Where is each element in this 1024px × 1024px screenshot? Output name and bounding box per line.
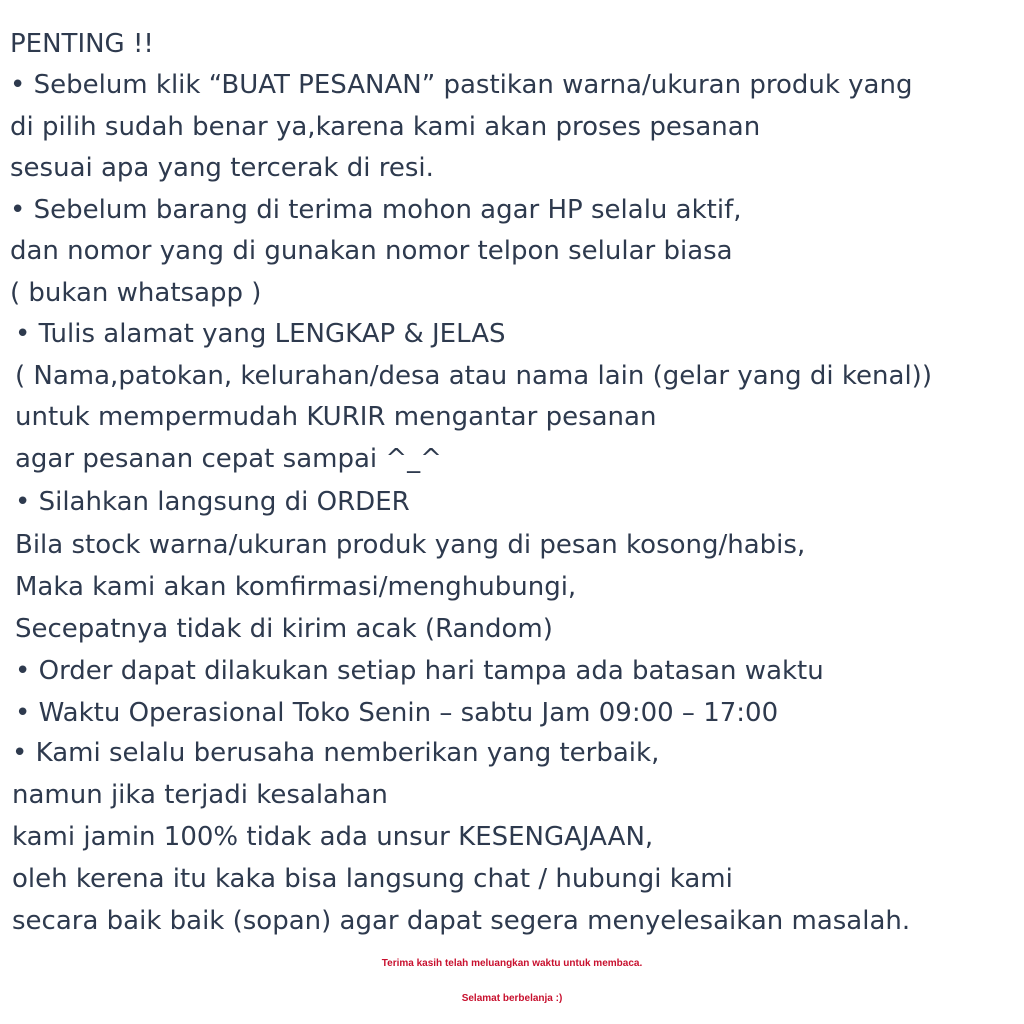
notice-line: • Sebelum klik “BUAT PESANAN” pastikan warna/ukuran produk yang — [10, 70, 913, 100]
notice-line: namun jika terjadi kesalahan — [12, 780, 388, 810]
notice-line: ( Nama,patokan, kelurahan/desa atau nama lain (gelar yang di kenal)) — [15, 361, 932, 391]
notice-line: • Silahkan langsung di ORDER — [15, 487, 410, 517]
notice-line: oleh kerena itu kaka bisa langsung chat / hubungi kami — [12, 864, 733, 894]
notice-line: • Tulis alamat yang LENGKAP & JELAS — [15, 319, 506, 349]
notice-line: • Order dapat dilakukan setiap hari tampa ada batasan waktu — [15, 656, 824, 686]
notice-line: • Kami selalu berusaha nemberikan yang terbaik, — [12, 738, 660, 768]
notice-line: sesuai apa yang tercerak di resi. — [10, 153, 434, 183]
greeting-message: Selamat berbelanja :) — [461, 993, 563, 1004]
notice-line: • Waktu Operasional Toko Senin – sabtu Jam 09:00 – 17:00 — [15, 698, 779, 728]
notice-line: di pilih sudah benar ya,karena kami akan proses pesanan — [10, 112, 761, 142]
notice-line: kami jamin 100% tidak ada unsur KESENGAJAAN, — [12, 822, 654, 852]
notice-line: ( bukan whatsapp ) — [10, 278, 262, 308]
notice-line: Secepatnya tidak di kirim acak (Random) — [15, 614, 553, 644]
notice-line: agar pesanan cepat sampai ^_^ — [15, 444, 442, 474]
notice-line: Maka kami akan komfirmasi/menghubungi, — [15, 572, 577, 602]
thanks-message: Terima kasih telah meluangkan waktu untuk membaca. — [381, 958, 643, 969]
notice-line: dan nomor yang di gunakan nomor telpon selular biasa — [10, 236, 733, 266]
notice-line: Bila stock warna/ukuran produk yang di pesan kosong/habis, — [15, 530, 806, 560]
notice-line: untuk mempermudah KURIR mengantar pesanan — [15, 402, 657, 432]
notice-line: secara baik baik (sopan) agar dapat segera menyelesaikan masalah. — [12, 906, 911, 936]
notice-line: • Sebelum barang di terima mohon agar HP selalu aktif, — [10, 195, 742, 225]
notice-heading: PENTING !! — [10, 29, 154, 59]
